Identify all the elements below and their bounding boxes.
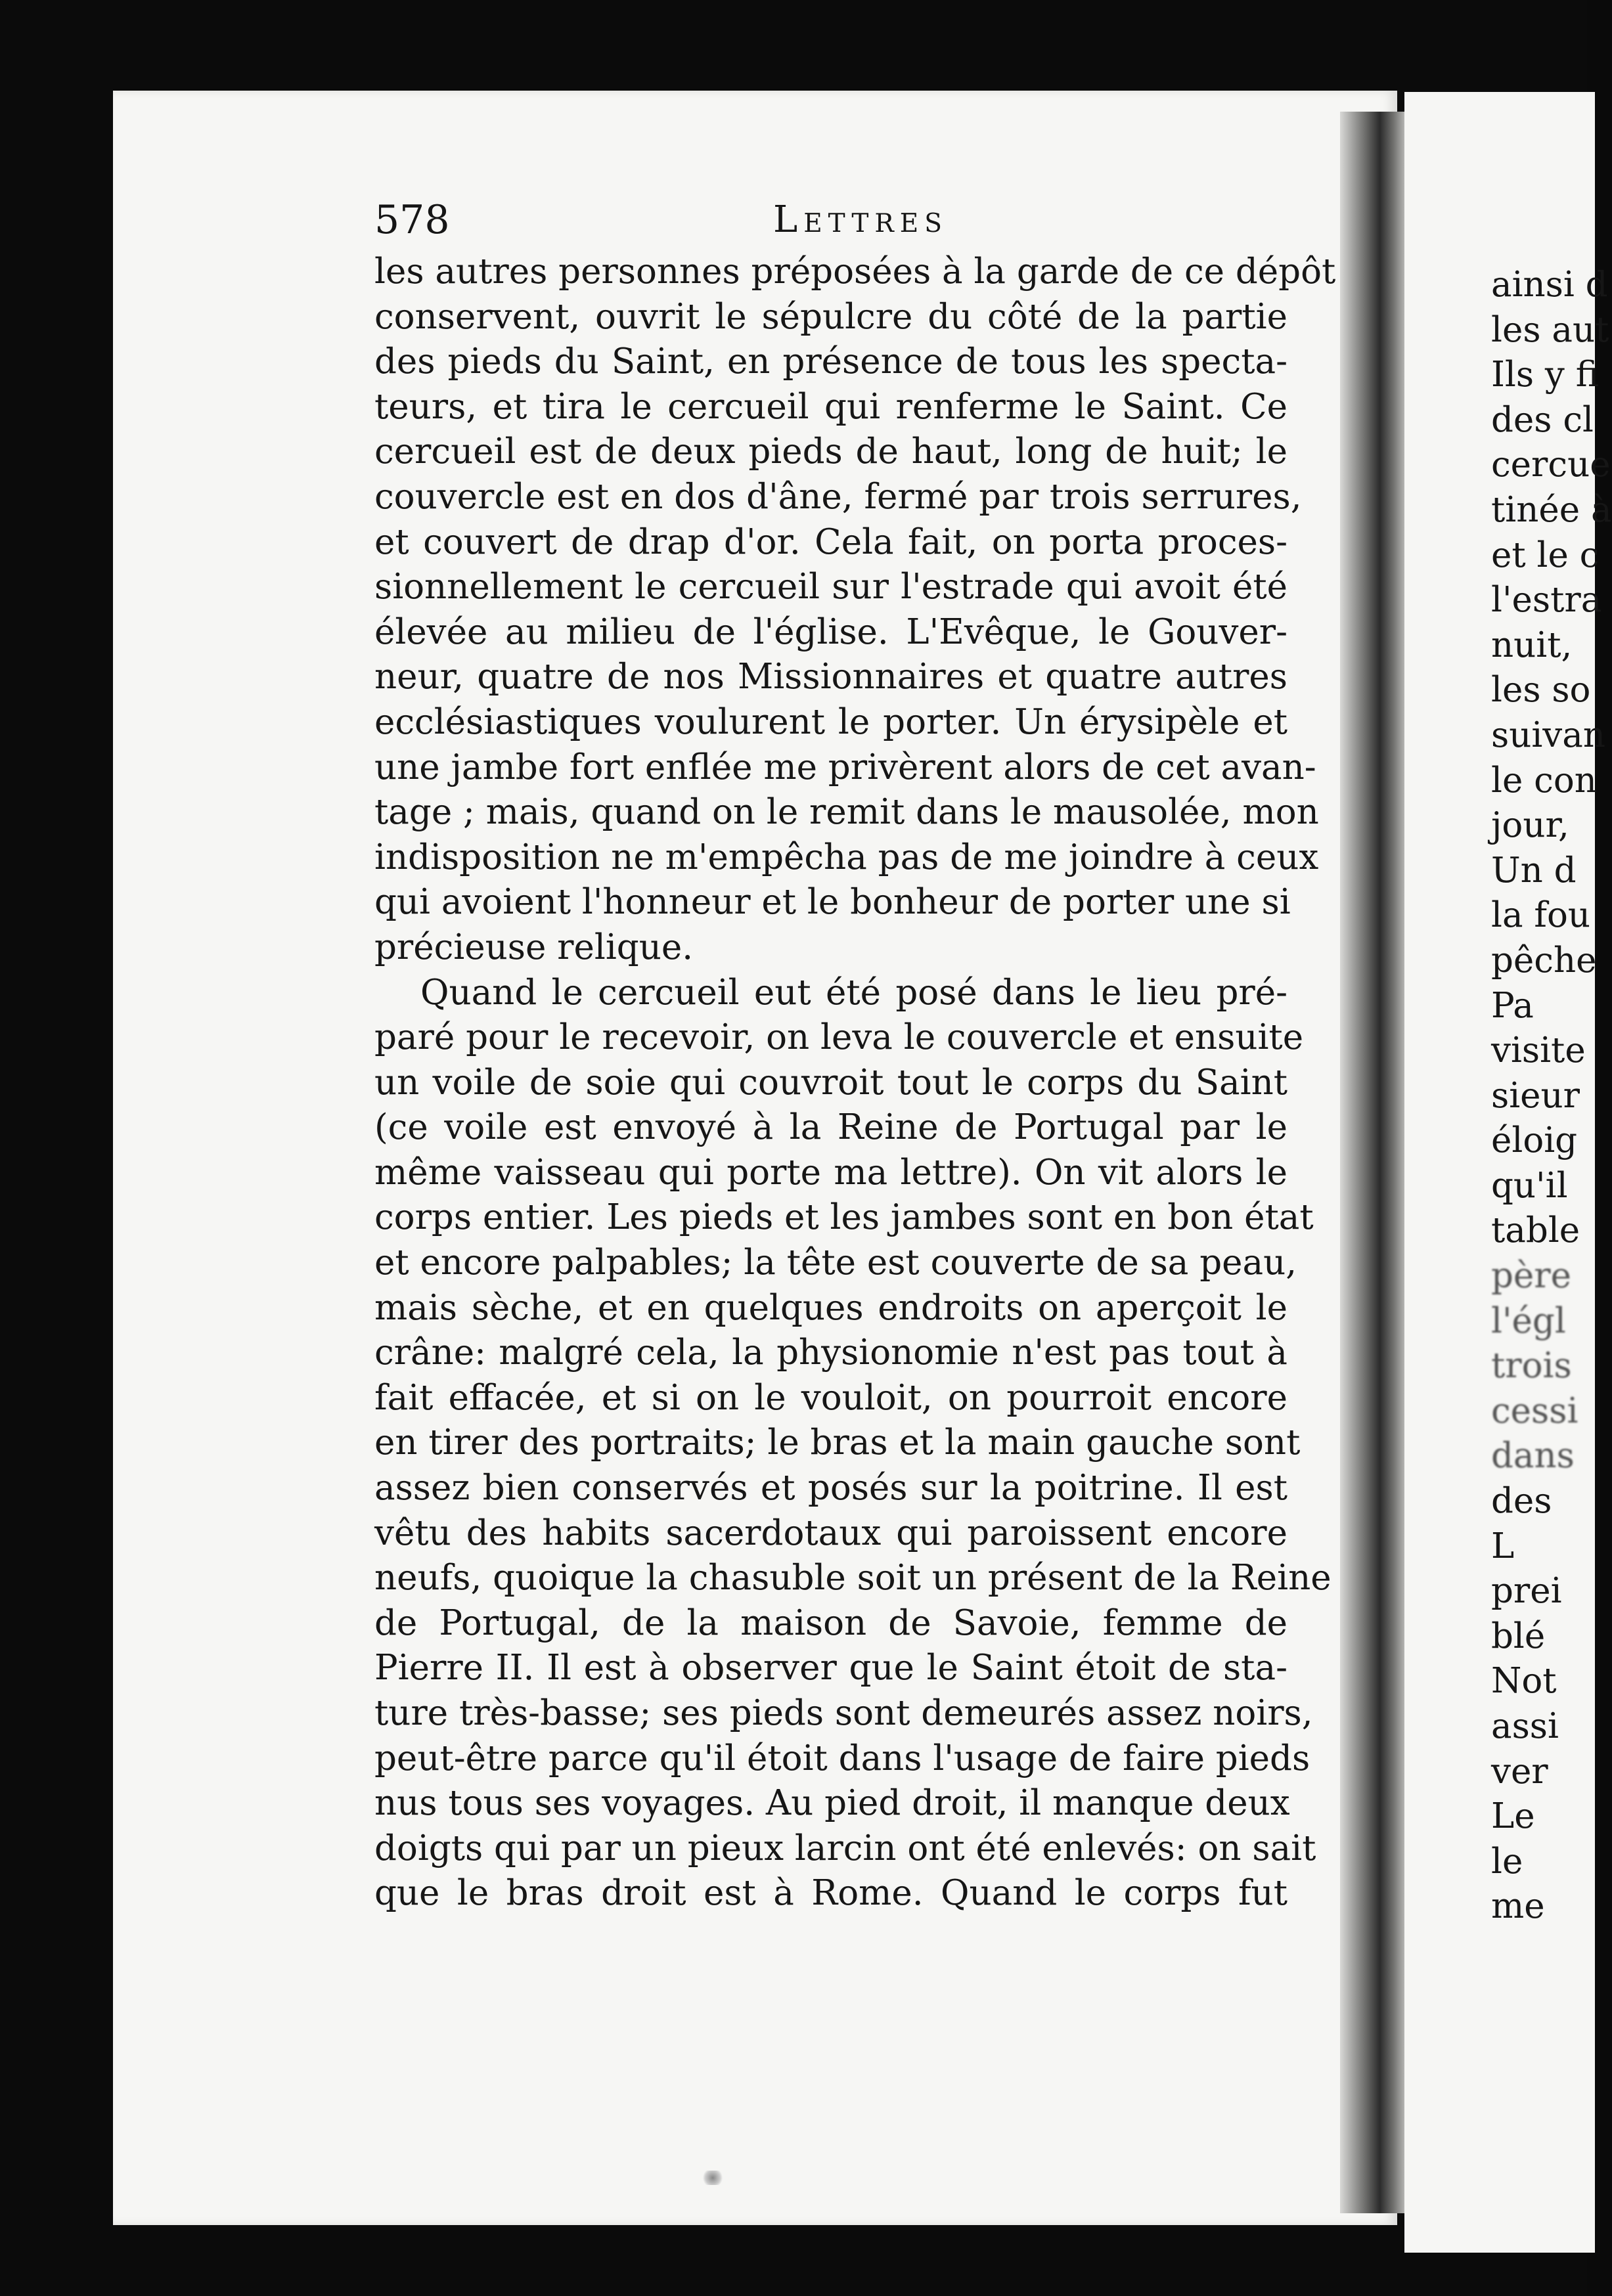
text-line: ecclésiastiques voulurent le porter. Un érysipèle et (374, 701, 1287, 742)
right-text-line: cercue (1491, 445, 1611, 485)
right-text-line: la fou (1491, 895, 1591, 936)
text-line: ture très-basse; ses pieds sont demeurés assez noirs, (374, 1693, 1313, 1733)
text-line: nus tous ses voyages. Au pied droit, il manque deux (374, 1783, 1290, 1824)
right-text-line: des (1491, 1481, 1552, 1522)
right-text-line: Pa (1491, 985, 1534, 1026)
right-text-line: ainsi d (1491, 265, 1608, 305)
text-line: les autres personnes préposées à la garde de ce dépôt (374, 252, 1336, 292)
right-text-line: prei (1491, 1571, 1562, 1612)
text-line: couvercle est en dos d'âne, fermé par trois serrures, (374, 476, 1302, 517)
text-line: cercueil est de deux pieds de haut, long de huit; le (374, 431, 1287, 472)
right-text-line: tinée à (1491, 489, 1612, 530)
page-header (374, 190, 1287, 250)
text-line: doigts qui par un pieux larcin ont été enlevés: on sait (374, 1828, 1316, 1868)
right-text-line: les so (1491, 670, 1591, 711)
text-line: crâne: malgré cela, la physionomie n'est pas tout à (374, 1333, 1287, 1373)
text-line: élevée au milieu de l'église. L'Evêque, le Gouver- (374, 611, 1287, 652)
text-line: sionnellement le cercueil sur l'estrade qui avoit été (374, 567, 1287, 607)
right-text-line: les aut (1491, 309, 1609, 350)
text-line: Pierre II. Il est à observer que le Saint étoit de sta- (374, 1648, 1287, 1689)
right-text-line: éloig (1491, 1120, 1578, 1161)
text-line: teurs, et tira le cercueil qui renferme le Saint. Ce (374, 386, 1287, 427)
right-text-line: cessi (1491, 1390, 1578, 1431)
text-line: indisposition ne m'empêcha pas de me joindre à ceux (374, 837, 1319, 877)
right-text-line: pêche (1491, 940, 1597, 981)
text-line: (ce voile est envoyé à la Reine de Portugal par le (374, 1107, 1287, 1148)
right-text-line: l'égl (1491, 1300, 1566, 1341)
text-line: assez bien conservés et posés sur la poitrine. Il est (374, 1468, 1287, 1509)
right-text-line: me (1491, 1886, 1545, 1927)
right-text-line: Le (1491, 1796, 1535, 1837)
right-text-line: jour, (1491, 805, 1569, 846)
text-line: même vaisseau qui porte ma lettre). On vit alors le (374, 1152, 1287, 1193)
right-text-line: ver (1491, 1751, 1548, 1792)
text-line: Quand le cercueil eut été posé dans le lieu pré- (420, 972, 1287, 1013)
text-line: que le bras droit est à Rome. Quand le corps fut (374, 1873, 1287, 1914)
text-line: paré pour le recevoir, on leva le couvercle et ensuite (374, 1017, 1304, 1058)
text-line: de Portugal, de la maison de Savoie, femme de (374, 1602, 1287, 1643)
text-line: tage ; mais, quand on le remit dans le mausolée, mon (374, 792, 1319, 833)
right-text-line: suivan (1491, 715, 1605, 755)
right-text-line: et le c (1491, 535, 1600, 575)
right-text-line: L (1491, 1526, 1515, 1566)
right-text-line: nuit, (1491, 625, 1573, 665)
right-text-line: sieur (1491, 1075, 1580, 1116)
paper-blemish (702, 2171, 724, 2185)
right-text-line: l'estra (1491, 580, 1602, 621)
right-text-line: le (1491, 1841, 1523, 1882)
right-text-line: Un d (1491, 850, 1577, 891)
right-text-line: assi (1491, 1706, 1559, 1746)
page-number: 578 (374, 197, 450, 243)
text-line: qui avoient l'honneur et le bonheur de porter une si (374, 882, 1291, 923)
right-text-line: trois (1491, 1346, 1572, 1386)
text-line: peut-être parce qu'il étoit dans l'usage de faire pieds (374, 1738, 1310, 1778)
text-line: une jambe fort enflée me privèrent alors de cet avan- (374, 747, 1316, 787)
right-text-line: dans (1491, 1436, 1575, 1476)
right-text-line: blé (1491, 1616, 1546, 1656)
right-text-line: Not (1491, 1661, 1557, 1702)
right-text-line: table (1491, 1210, 1580, 1251)
text-line: en tirer des portraits; le bras et la main gauche sont (374, 1423, 1301, 1463)
text-line: conservent, ouvrit le sépulcre du côté de la partie (374, 296, 1287, 337)
right-text-line: le con (1491, 760, 1597, 801)
text-line: des pieds du Saint, en présence de tous les specta- (374, 342, 1287, 382)
book-gutter (1340, 112, 1412, 2213)
right-text-line: père (1491, 1256, 1571, 1296)
text-line: neufs, quoique la chasuble soit un présent de la Reine (374, 1558, 1332, 1599)
right-text-line: des cl (1491, 399, 1594, 440)
text-line: et encore palpables; la tête est couverte de sa peau, (374, 1243, 1297, 1283)
text-line: vêtu des habits sacerdotaux qui paroissent encore (374, 1512, 1287, 1553)
right-text-line: qu'il (1491, 1165, 1568, 1206)
right-text-line: Ils y fi (1491, 355, 1600, 395)
body-text (374, 250, 1336, 1916)
right-page-text (1491, 263, 1612, 1930)
text-line: un voile de soie qui couvroit tout le corps du Saint (374, 1062, 1287, 1103)
text-line: et couvert de drap d'or. Cela fait, on porta proces- (374, 521, 1287, 562)
right-text-line: visite (1491, 1030, 1586, 1071)
text-line: mais sèche, et en quelques endroits on aperçoit le (374, 1287, 1287, 1328)
text-line: neur, quatre de nos Missionnaires et quatre autres (374, 657, 1287, 697)
text-line: fait effacée, et si on le vouloit, on pourroit encore (374, 1377, 1287, 1418)
text-line: corps entier. Les pieds et les jambes sont en bon état (374, 1197, 1314, 1238)
running-head: Lettres (773, 198, 948, 241)
text-line: précieuse relique. (374, 927, 694, 967)
